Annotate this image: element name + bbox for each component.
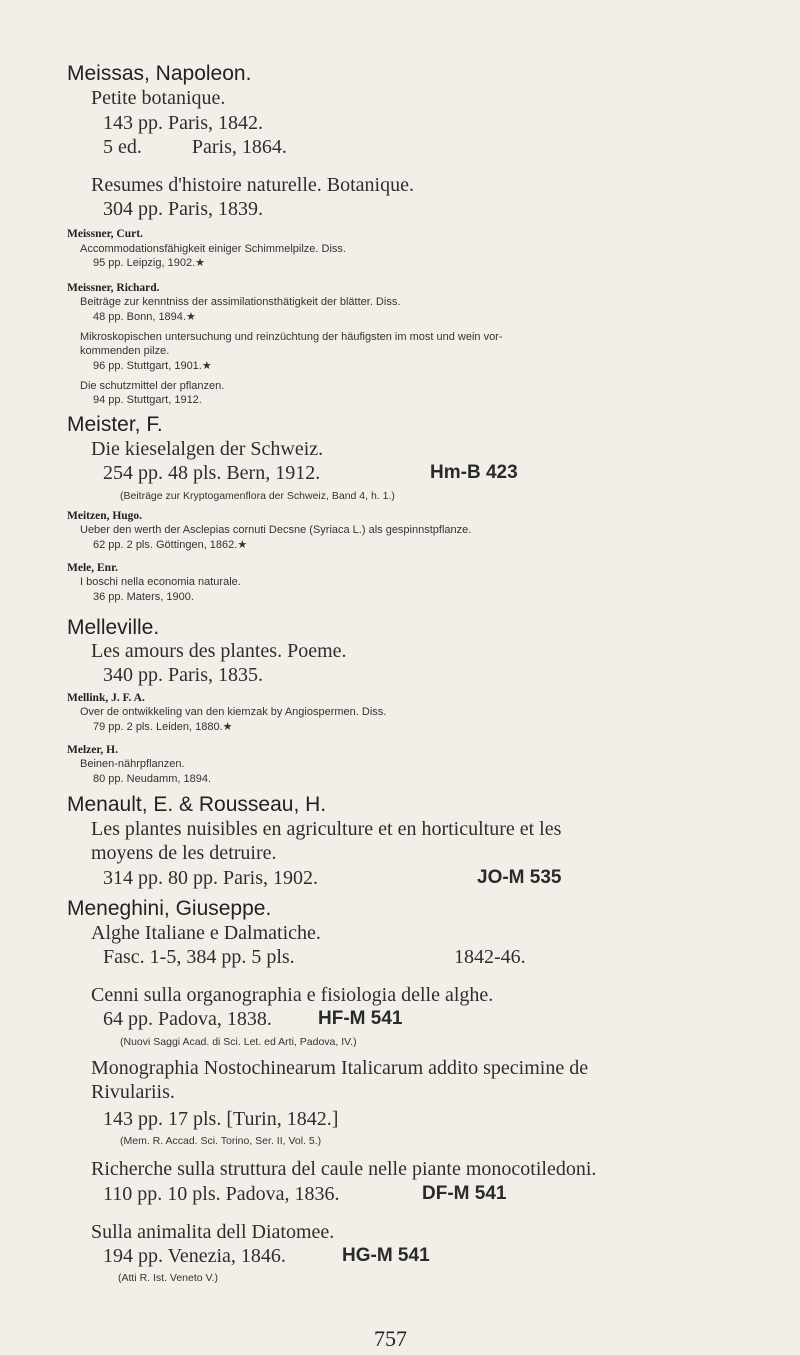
author-name: Meissas, Napoleon. [67, 62, 252, 85]
title-line: Ueber den werth der Asclepias cornuti Decsne (Syriaca L.) als gespinnstpflanze. [80, 524, 472, 536]
author-name: Mele, Enr. [67, 562, 118, 574]
pub-line: 254 pp. 48 pls. Bern, 1912. [103, 462, 321, 484]
title-line: Die schutzmittel der pflanzen. [80, 380, 225, 392]
pub-line: 94 pp. Stuttgart, 1912. [93, 394, 202, 406]
title-line: kommenden pilze. [80, 345, 170, 357]
pub-years: 1842-46. [454, 946, 526, 968]
author-name: Melzer, H. [67, 744, 118, 756]
title-line: Rivulariis. [91, 1081, 175, 1103]
title-line: Over de ontwikkeling van den kiemzak by Angiospermen. Diss. [80, 706, 387, 718]
title-line: Les amours des plantes. Poeme. [91, 640, 347, 662]
pub-line: 314 pp. 80 pp. Paris, 1902. [103, 867, 318, 889]
pub-line: 110 pp. 10 pls. Padova, 1836. [103, 1183, 340, 1205]
series-note: (Mem. R. Accad. Sci. Torino, Ser. II, Vol. 5.) [120, 1135, 322, 1147]
title-line: Alghe Italiane e Dalmatiche. [91, 922, 321, 944]
call-number: Hm-B 423 [430, 462, 518, 483]
series-note: (Beiträge zur Kryptogamenflora der Schweiz, Band 4, h. 1.) [120, 490, 395, 502]
title-line: I boschi nella economia naturale. [80, 576, 241, 588]
author-name: Melleville. [67, 616, 160, 639]
title-line: Beiträge zur kenntniss der assimilationsthätigkeit der blätter. Diss. [80, 296, 401, 308]
pub-line: 194 pp. Venezia, 1846. [103, 1245, 286, 1267]
title-line: Accommodationsfähigkeit einiger Schimmelpilze. Diss. [80, 243, 346, 255]
author-name: Meissner, Curt. [67, 228, 143, 240]
pub-line: 36 pp. Maters, 1900. [93, 591, 194, 603]
title-line: Sulla animalita dell Diatomee. [91, 1221, 335, 1243]
title-line: Mikroskopischen untersuchung und reinzüchtung der häufigsten im most und wein vor- [80, 331, 503, 343]
title-line: moyens de les detruire. [91, 842, 277, 864]
pub-line: 48 pp. Bonn, 1894.★ [93, 311, 196, 323]
pub-line: 143 pp. 17 pls. [Turin, 1842.] [103, 1108, 339, 1130]
pub-line: 64 pp. Padova, 1838. [103, 1008, 272, 1030]
pub-line: 62 pp. 2 pls. Göttingen, 1862.★ [93, 539, 248, 551]
title-line: Resumes d'histoire naturelle. Botanique. [91, 174, 414, 196]
author-name: Meitzen, Hugo. [67, 510, 143, 522]
title-line: Petite botanique. [91, 87, 226, 109]
author-name: Mellink, J. F. A. [67, 692, 145, 704]
author-name: Meneghini, Giuseppe. [67, 897, 272, 920]
author-name: Menault, E. & Rousseau, H. [67, 793, 327, 816]
author-name: Meister, F. [67, 413, 163, 436]
pub-line: 143 pp. Paris, 1842. [103, 112, 263, 134]
pub-line: 304 pp. Paris, 1839. [103, 198, 263, 220]
title-line: Les plantes nuisibles en agriculture et en horticulture et les [91, 818, 562, 840]
pub-line: 340 pp. Paris, 1835. [103, 664, 263, 686]
title-line: Monographia Nostochinearum Italicarum addito specimine de [91, 1057, 589, 1079]
pub-line: 5 ed. Paris, 1864. [103, 136, 287, 158]
page-number: 757 [374, 1326, 407, 1351]
title-line: Beinen-nährpflanzen. [80, 758, 185, 770]
title-line: Richerche sulla struttura del caule nelle piante monocotiledoni. [91, 1158, 597, 1180]
pub-line: 79 pp. 2 pls. Leiden, 1880.★ [93, 721, 233, 733]
pub-line: 80 pp. Neudamm, 1894. [93, 773, 212, 785]
pub-line: Fasc. 1-5, 384 pp. 5 pls. [103, 946, 295, 968]
call-number: DF-M 541 [422, 1183, 507, 1204]
title-line: Die kieselalgen der Schweiz. [91, 438, 324, 460]
series-note: (Nuovi Saggi Acad. di Sci. Let. ed Arti, Padova, IV.) [120, 1036, 357, 1048]
call-number: HG-M 541 [342, 1245, 430, 1266]
call-number: HF-M 541 [318, 1008, 403, 1029]
author-name: Meissner, Richard. [67, 282, 160, 294]
pub-line: 95 pp. Leipzig, 1902.★ [93, 257, 205, 269]
call-number: JO-M 535 [477, 867, 562, 888]
series-note: (Atti R. Ist. Veneto V.) [118, 1272, 218, 1284]
title-line: Cenni sulla organographia e fisiologia delle alghe. [91, 984, 494, 1006]
pub-line: 96 pp. Stuttgart, 1901.★ [93, 360, 212, 372]
